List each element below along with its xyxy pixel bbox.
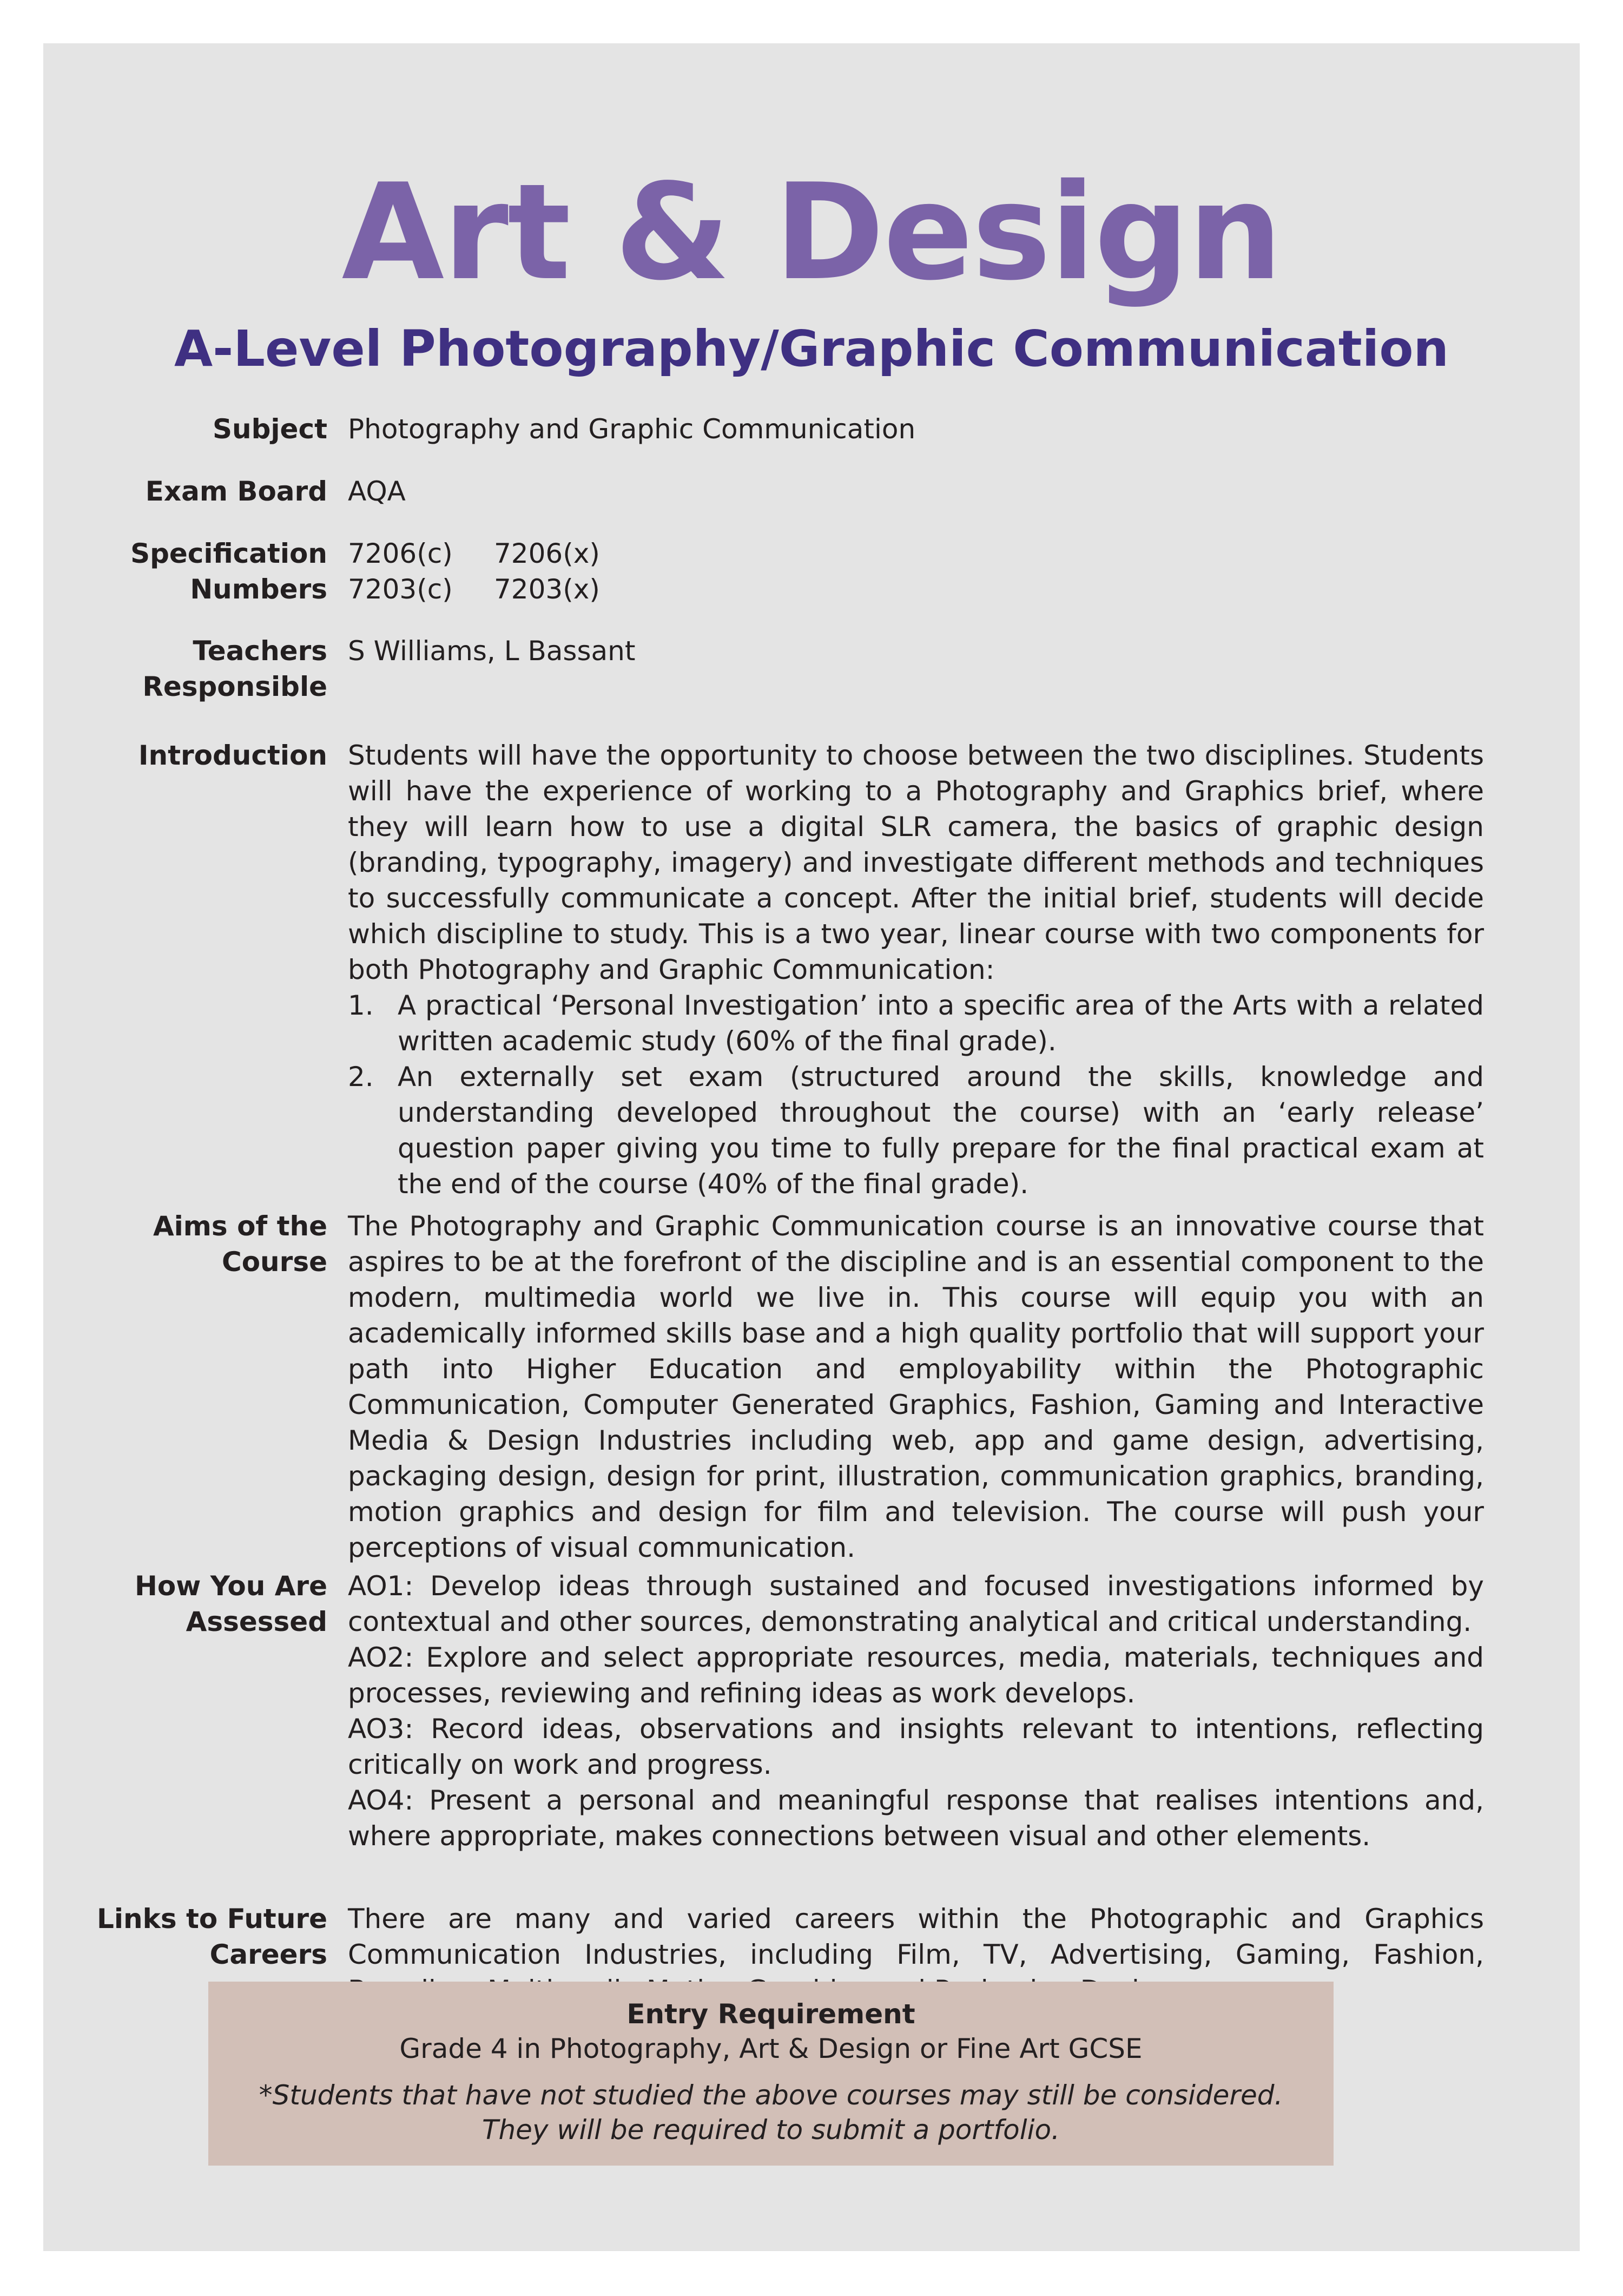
careers-label-line2: Careers [209,1939,327,1970]
introduction-text: Students will have the opportunity to choose between the two disciplines. Students will have the experience of working to a Photography and Graphics brief, where they will learn how to use a digital SLR camera, the basics of graphic design (branding, typography, imagery) and investigate different methods and techniques to successfully communicate a concept. After the initial brief, students will decide which discipline to study. This is a two year, linear course with two components for both Photography and Graphic Communication: [348,740,1484,985]
aims-label-line2: Course [222,1246,327,1278]
entry-requirement-grade: Grade 4 in Photography, Art & Design or Fine Art GCSE [399,2033,1143,2064]
subject-value: Photography and Graphic Communication [348,413,916,445]
careers-label [43,1901,327,1972]
teachers-value: S Williams, L Bassant [348,635,636,667]
specification-numbers [348,536,1484,607]
list-item-number: 2. [348,1061,374,1093]
teachers-label [43,633,327,705]
page-title: Art & Design [341,155,1282,310]
subject-label: Subject [213,413,327,445]
aims-text: The Photography and Graphic Communication course is an innovative course that aspires to be at the forefront of the discipline and is an essential component to the modern, multimedia world we live in. This course will equip you with an academically informed skills base and a high quality portfolio that will support your path into Higher Education and employability within the Photographic Communication, Computer Generated Graphics, Fashion, Gaming and Interactive Media & Design Industries including web, app and game design, advertising, packaging design, design for print, illustration, communication graphics, branding, motion graphics and design for film and television. The course will push your perceptions of visual communication. [348,1211,1484,1563]
aims-label-line1: Aims of the [153,1211,327,1242]
assessment-objective: AO4: Present a personal and meaningful response that realises intentions and, where appropriate, makes connections between visual and other elements. [348,1785,1484,1852]
exam-board-label: Exam Board [145,476,327,507]
assessment-objective: AO2: Explore and select appropriate resources, media, materials, techniques and processes, reviewing and refining ideas as work develops. [348,1642,1484,1709]
entry-requirement-note: *Students that have not studied the above courses may still be considered. They will be required to submit a portfolio. [259,2080,1283,2146]
page [43,43,1580,2251]
assessment-objective: AO3: Record ideas, observations and insights relevant to intentions, reflecting critically on work and progress. [348,1713,1484,1780]
spec-number: 7203(c) [348,574,453,605]
exam-board-value: AQA [348,476,406,507]
spec-number: 7203(x) [494,574,600,605]
teachers-label-line1: Teachers [193,635,327,667]
assessment-label-line1: How You Are [134,1570,327,1602]
list-item-text: An externally set exam (structured around the skills, knowledge and understanding developed throughout the course) with an ‘early release’ question paper giving you time to fully prepare for the final practical exam at the end of the course (40% of the final grade). [398,1061,1484,1200]
specification-label-line2: Numbers [190,574,327,605]
assessment-objective: AO1: Develop ideas through sustained and focused investigations informed by contextual and other sources, demonstrating analytical and critical understanding. [348,1570,1484,1637]
list-item [348,988,1484,1059]
specification-label-line1: Specification [130,538,327,569]
specification-label [43,536,327,607]
assessment-content [348,1568,1484,1854]
assessment-label [43,1568,327,1640]
entry-requirement-title: Entry Requirement [626,1998,915,2030]
careers-text: There are many and varied careers within the Photographic and Graphics Communication Industries, including Film, TV, Advertising, Gaming, Fashion, [348,1903,1484,1970]
component-list [348,988,1484,1202]
entry-requirement-box [208,1982,1334,2166]
spec-number: 7206(c) [348,538,453,569]
aims-label [43,1208,327,1280]
careers-label-line1: Links to Future [96,1903,327,1935]
introduction-content [348,738,1484,1202]
spec-number: 7206(x) [494,538,600,569]
list-item-number: 1. [348,990,374,1021]
list-item-text: A practical ‘Personal Investigation’ into a specific area of the Arts with a related written academic study (60% of the final grade). [398,990,1484,1057]
list-item [348,1059,1484,1202]
assessment-label-line2: Assessed [186,1606,327,1637]
page-subtitle: A-Level Photography/Graphic Communication [174,320,1449,378]
introduction-label: Introduction [138,740,327,771]
teachers-label-line2: Responsible [142,671,327,702]
